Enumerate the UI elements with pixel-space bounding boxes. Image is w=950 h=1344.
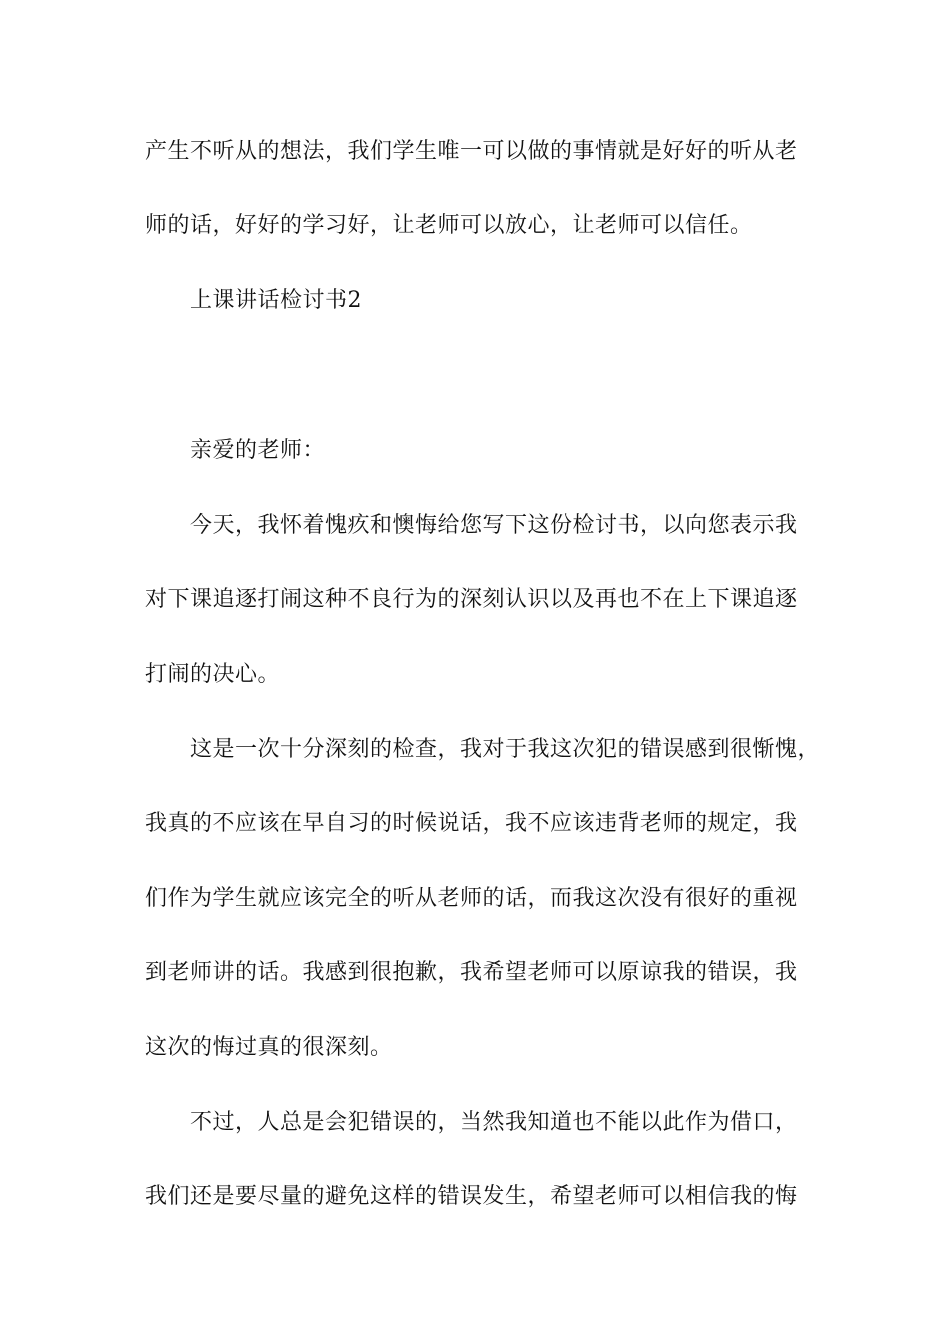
text-line: 打闹的决心。: [145, 662, 281, 687]
text-line: 对下课追逐打闹这种不良行为的深刻认识以及再也不在上下课追逐: [145, 587, 798, 612]
text-line: 产生不听从的想法，我们学生唯一可以做的事情就是好好的听从老: [145, 139, 798, 164]
text-line: 们作为学生就应该完全的听从老师的话，而我这次没有很好的重视: [145, 886, 798, 911]
text-line: 今天，我怀着愧疚和懊悔给您写下这份检讨书，以向您表示我: [190, 513, 798, 538]
text-line: 这是一次十分深刻的检查，我对于我这次犯的错误感到很惭愧，: [190, 737, 821, 762]
text-line: 我们还是要尽量的避免这样的错误发生，希望老师可以相信我的悔: [145, 1184, 798, 1209]
text-line: 这次的悔过真的很深刻。: [145, 1035, 393, 1060]
text-line: 到老师讲的话。我感到很抱歉，我希望老师可以原谅我的错误，我: [145, 960, 798, 985]
salutation: 亲爱的老师：: [190, 438, 326, 463]
text-line: 我真的不应该在早自习的时候说话，我不应该违背老师的规定，我: [145, 811, 798, 836]
text-line: 不过，人总是会犯错误的，当然我知道也不能以此作为借口，: [190, 1110, 798, 1135]
text-line: 师的话，好好的学习好，让老师可以放心，让老师可以信任。: [145, 213, 753, 238]
section-title: 上课讲话检讨书2: [190, 288, 362, 313]
